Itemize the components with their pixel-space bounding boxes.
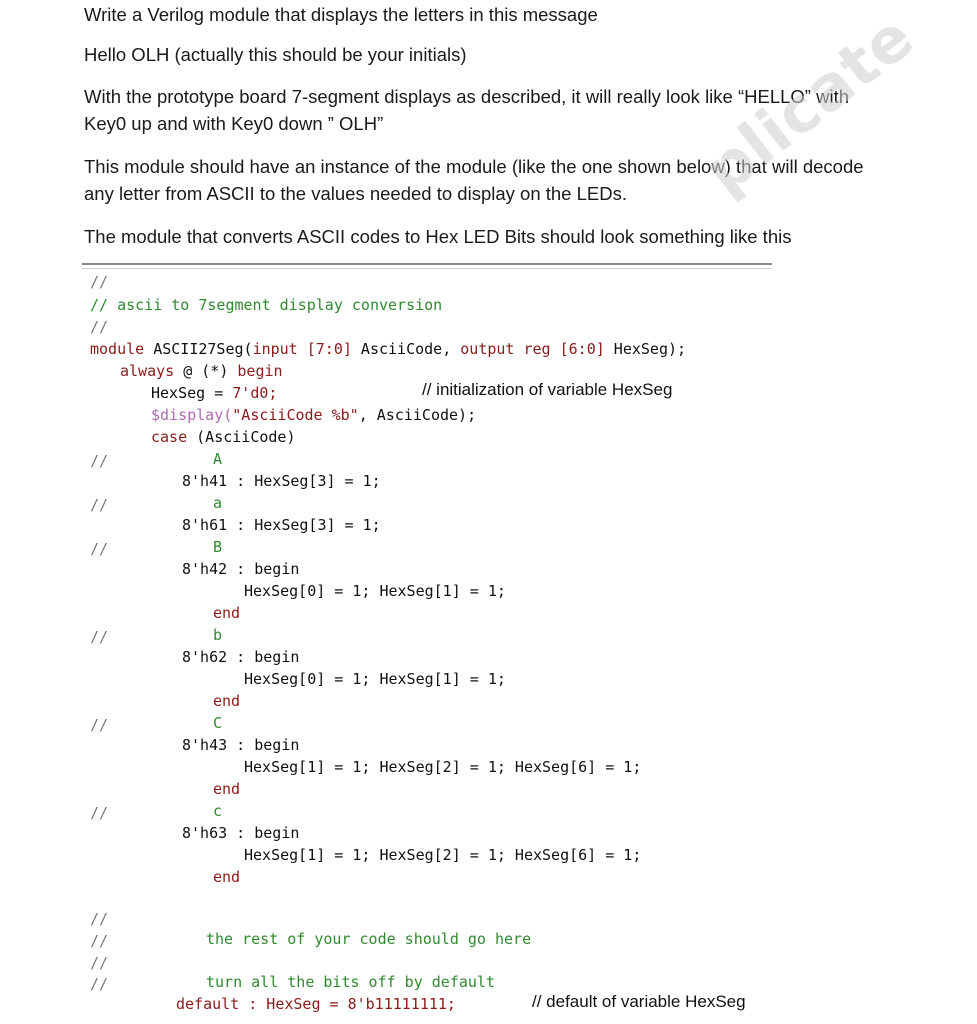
instruction-4b: any letter from ASCII to the values needed to display on the LEDs. xyxy=(84,183,627,204)
code-comment-title: // ascii to 7segment display conversion xyxy=(90,296,443,314)
code-comment: // xyxy=(90,273,109,291)
case-label: 8'h43 : begin xyxy=(182,736,300,754)
case-body: HexSeg[0] = 1; HexSeg[1] = 1; xyxy=(244,582,506,600)
case-letter-label: A xyxy=(213,450,223,468)
code-comment: // xyxy=(90,932,109,950)
output-range: [6:0] xyxy=(550,340,605,358)
display-string: "AsciiCode %b" xyxy=(232,406,359,424)
default-statement: default : HexSeg = 8'b11111111; xyxy=(176,995,456,1013)
display-function: $display( xyxy=(151,406,233,424)
keyword-input: input xyxy=(252,340,298,358)
case-comment: // xyxy=(90,628,109,646)
case-letter-label: a xyxy=(213,494,223,512)
case-comment: // xyxy=(90,716,109,734)
display-statement xyxy=(151,406,476,424)
case-label: 8'h63 : begin xyxy=(182,824,300,842)
code-top-border-shadow xyxy=(82,268,772,269)
instruction-4a: This module should have an instance of the module (like the one shown below) that will decode xyxy=(84,156,864,177)
rest-of-code-note: the rest of your code should go here xyxy=(206,930,532,948)
module-name: ASCII27Seg( xyxy=(144,340,253,358)
instruction-3b: Key0 up and with Key0 down ” OLH” xyxy=(84,113,384,134)
case-label: 8'h41 : HexSeg[3] = 1; xyxy=(182,472,381,490)
keyword-begin: begin xyxy=(237,362,283,380)
watermark: plicate xyxy=(690,0,928,208)
case-body: HexSeg[1] = 1; HexSeg[2] = 1; HexSeg[6] = 1; xyxy=(244,758,642,776)
input-range: [7:0] xyxy=(297,340,352,358)
display-args: , AsciiCode); xyxy=(358,406,477,424)
case-end: end xyxy=(213,868,241,886)
instruction-1: Write a Verilog module that displays the letters in this message xyxy=(84,4,598,25)
default-annotation: // default of variable HexSeg xyxy=(532,992,746,1011)
case-end: end xyxy=(213,780,241,798)
always-block xyxy=(120,362,283,380)
case-label: 8'h62 : begin xyxy=(182,648,300,666)
code-comment: // xyxy=(90,910,109,928)
code-comment: // xyxy=(90,954,109,972)
code-comment: // xyxy=(90,975,109,993)
init-value: 7'd0; xyxy=(232,384,278,402)
case-comment: // xyxy=(90,496,109,514)
bits-off-note: turn all the bits off by default xyxy=(206,973,495,991)
port-ascii: AsciiCode, xyxy=(351,340,452,358)
case-letter-label: B xyxy=(213,538,223,556)
case-comment: // xyxy=(90,540,109,558)
init-statement xyxy=(151,384,277,402)
sensitivity: @ (*) xyxy=(174,362,238,380)
case-body: HexSeg[1] = 1; HexSeg[2] = 1; HexSeg[6] = 1; xyxy=(244,846,642,864)
case-label: 8'h42 : begin xyxy=(182,560,300,578)
instruction-5: The module that converts ASCII codes to Hex LED Bits should look something like this xyxy=(84,226,792,247)
keyword-module: module xyxy=(90,340,145,358)
port-hexseg: HexSeg); xyxy=(604,340,687,358)
case-comment: // xyxy=(90,804,109,822)
case-letter-label: c xyxy=(213,802,223,820)
keyword-output: output reg xyxy=(451,340,551,358)
case-end: end xyxy=(213,692,241,710)
keyword-always: always xyxy=(120,362,175,380)
case-label: 8'h61 : HexSeg[3] = 1; xyxy=(182,516,381,534)
code-comment: // xyxy=(90,318,109,336)
instruction-2: Hello OLH (actually this should be your initials) xyxy=(84,44,467,65)
code-top-border xyxy=(82,263,772,265)
init-annotation: // initialization of variable HexSeg xyxy=(422,380,673,399)
case-statement xyxy=(151,428,296,446)
case-letter-label: C xyxy=(213,714,223,732)
keyword-case: case xyxy=(151,428,188,446)
module-declaration xyxy=(90,340,686,358)
case-body: HexSeg[0] = 1; HexSeg[1] = 1; xyxy=(244,670,506,688)
case-end: end xyxy=(213,604,241,622)
instruction-3a: With the prototype board 7-segment displays as described, it will really look like “HELLO” with xyxy=(84,86,849,107)
init-target: HexSeg = xyxy=(151,384,233,402)
case-comment: // xyxy=(90,452,109,470)
case-letter-label: b xyxy=(213,626,223,644)
case-expr: (AsciiCode) xyxy=(187,428,296,446)
